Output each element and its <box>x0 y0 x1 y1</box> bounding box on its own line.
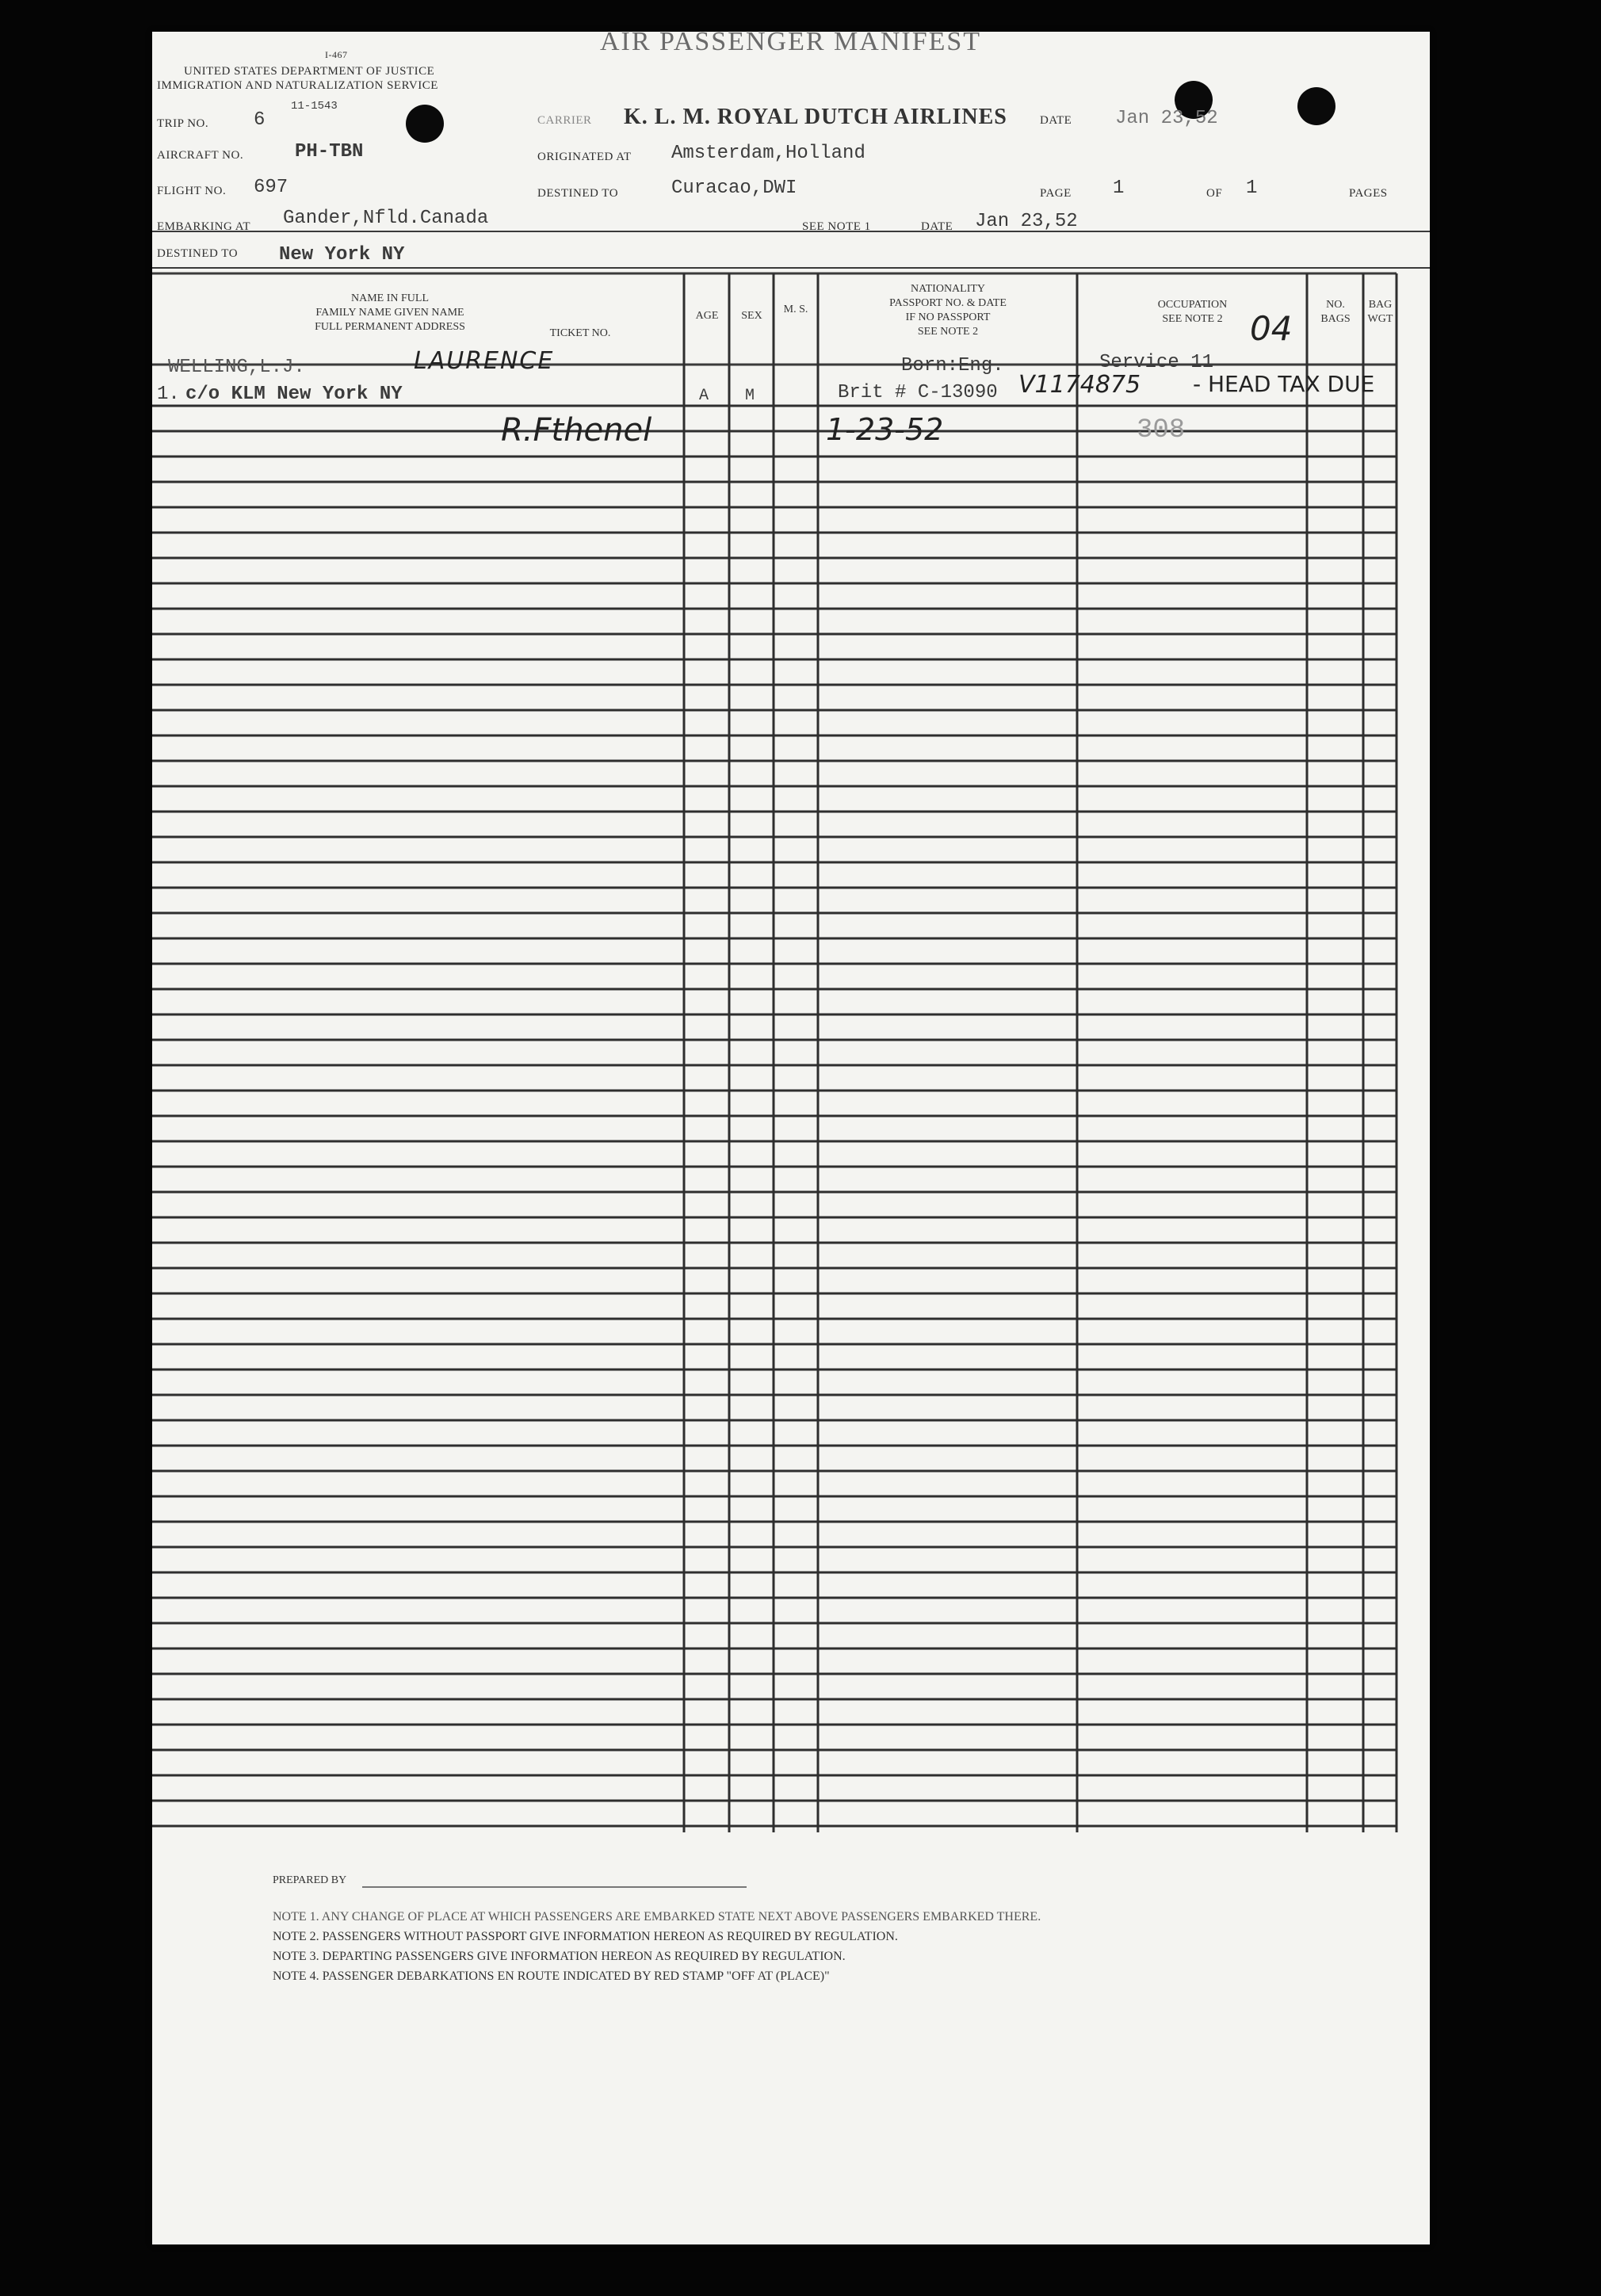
nationality-header-line-1: NATIONALITY <box>910 283 986 295</box>
aircraft-no-value: PH-TBN <box>295 141 364 162</box>
trip-no-label: TRIP NO. <box>157 117 209 130</box>
name-header-line-3: FULL PERMANENT ADDRESS <box>315 321 465 333</box>
passenger-signature: R.Fthenel <box>501 412 652 449</box>
passenger-number: 1. <box>157 384 180 405</box>
bags-header-line-2: BAGS <box>1320 313 1351 325</box>
date-top-label: DATE <box>1040 114 1072 127</box>
col-header-bags <box>1308 298 1363 327</box>
agency-line-2: IMMIGRATION AND NATURALIZATION SERVICE <box>157 79 438 92</box>
footer-note-3: NOTE 3. DEPARTING PASSENGERS GIVE INFORMATION HEREON AS REQUIRED BY REGULATION. <box>273 1950 846 1963</box>
passenger-sex: M <box>745 387 755 405</box>
flight-no-label: FLIGHT NO. <box>157 185 227 197</box>
date-top-value: Jan 23,52 <box>1115 108 1218 129</box>
aircraft-no-label: AIRCRAFT NO. <box>157 149 244 162</box>
date-value: Jan 23,52 <box>975 211 1078 232</box>
form-title: AIR PASSENGER MANIFEST <box>600 27 982 56</box>
form-number: I-467 <box>325 49 348 60</box>
nationality-header-line-4: SEE NOTE 2 <box>917 326 979 338</box>
of-label: OF <box>1206 187 1223 200</box>
passenger-occupation-stamp: 308 <box>1137 415 1186 445</box>
bag-wgt-header-line-1: BAG <box>1368 299 1393 311</box>
passenger-passport: Brit # C-13090 <box>838 382 998 403</box>
passenger-passport-date: 1-23-52 <box>826 412 944 447</box>
footer-note-2: NOTE 2. PASSENGERS WITHOUT PASSPORT GIVE INFORMATION HEREON AS REQUIRED BY REGULATION. <box>273 1930 898 1943</box>
occupation-header-line-1: OCCUPATION <box>1157 299 1228 311</box>
trip-stamp-number: 11-1543 <box>291 100 338 113</box>
see-note-label: SEE NOTE 1 <box>802 220 871 233</box>
originated-at-label: ORIGINATED AT <box>537 151 632 163</box>
col-header-age: AGE <box>695 310 719 322</box>
carrier-label: CARRIER <box>537 114 592 127</box>
prepared-by-line <box>362 1886 747 1888</box>
name-header-line-2: FAMILY NAME GIVEN NAME <box>315 307 464 319</box>
of-value: 1 <box>1246 178 1258 199</box>
occupation-header-line-2: SEE NOTE 2 <box>1162 313 1223 325</box>
name-header-line-1: NAME IN FULL <box>351 292 429 304</box>
nationality-header-line-3: IF NO PASSPORT <box>905 311 991 323</box>
passenger-name: WELLING,L.J. <box>168 357 305 378</box>
date-label: DATE <box>921 220 953 233</box>
embarking-at-label: EMBARKING AT <box>157 220 251 233</box>
passenger-address: c/o KLM New York NY <box>185 384 403 405</box>
nationality-header-line-2: PASSPORT NO. & DATE <box>889 297 1007 309</box>
passenger-age: A <box>699 387 709 405</box>
page-label: PAGE <box>1040 187 1072 200</box>
destined-to-left-value: New York NY <box>279 244 405 266</box>
agency-line-1: UNITED STATES DEPARTMENT OF JUSTICE <box>184 65 435 78</box>
passenger-occupation-mark: 04 <box>1250 309 1293 348</box>
col-header-ticket-no: TICKET NO. <box>549 327 611 339</box>
passenger-birthplace: Born:Eng. <box>901 355 1004 376</box>
destined-to-value: Curacao,DWI <box>671 178 797 199</box>
pages-label: PAGES <box>1349 187 1388 200</box>
flight-no-value: 697 <box>254 177 288 198</box>
col-header-name <box>247 292 533 334</box>
manifest-page <box>152 27 1430 2244</box>
col-header-bag-wgt <box>1364 298 1397 327</box>
bags-header-line-1: NO. <box>1326 299 1345 311</box>
page-value: 1 <box>1113 178 1125 199</box>
embarking-at-value: Gander,Nfld.Canada <box>283 208 489 229</box>
passenger-occupation: Service 11 <box>1099 352 1214 373</box>
col-header-ms: M. S. <box>783 304 808 315</box>
destined-to-label: DESTINED TO <box>537 187 619 200</box>
col-header-nationality <box>819 282 1077 339</box>
passenger-given-name-handwritten: LAURENCE <box>414 347 555 375</box>
head-tax-due-note: - HEAD TAX DUE <box>1193 371 1375 397</box>
passenger-passport-handwritten: V1174875 <box>1018 371 1141 399</box>
col-header-sex: SEX <box>741 310 762 322</box>
bag-wgt-header-line-2: WGT <box>1367 313 1393 325</box>
destined-to-left-label: DESTINED TO <box>157 247 239 260</box>
carrier-value: K. L. M. ROYAL DUTCH AIRLINES <box>624 105 1007 129</box>
footer-note-1: NOTE 1. ANY CHANGE OF PLACE AT WHICH PASSENGERS ARE EMBARKED STATE NEXT ABOVE PASSENGERS EMBARKED THERE. <box>273 1910 1041 1924</box>
footer-note-4: NOTE 4. PASSENGER DEBARKATIONS EN ROUTE INDICATED BY RED STAMP "OFF AT (PLACE)" <box>273 1969 830 1983</box>
prepared-by-label: PREPARED BY <box>273 1874 347 1886</box>
trip-no-value: 6 <box>254 109 266 131</box>
originated-at-value: Amsterdam,Holland <box>671 143 865 164</box>
